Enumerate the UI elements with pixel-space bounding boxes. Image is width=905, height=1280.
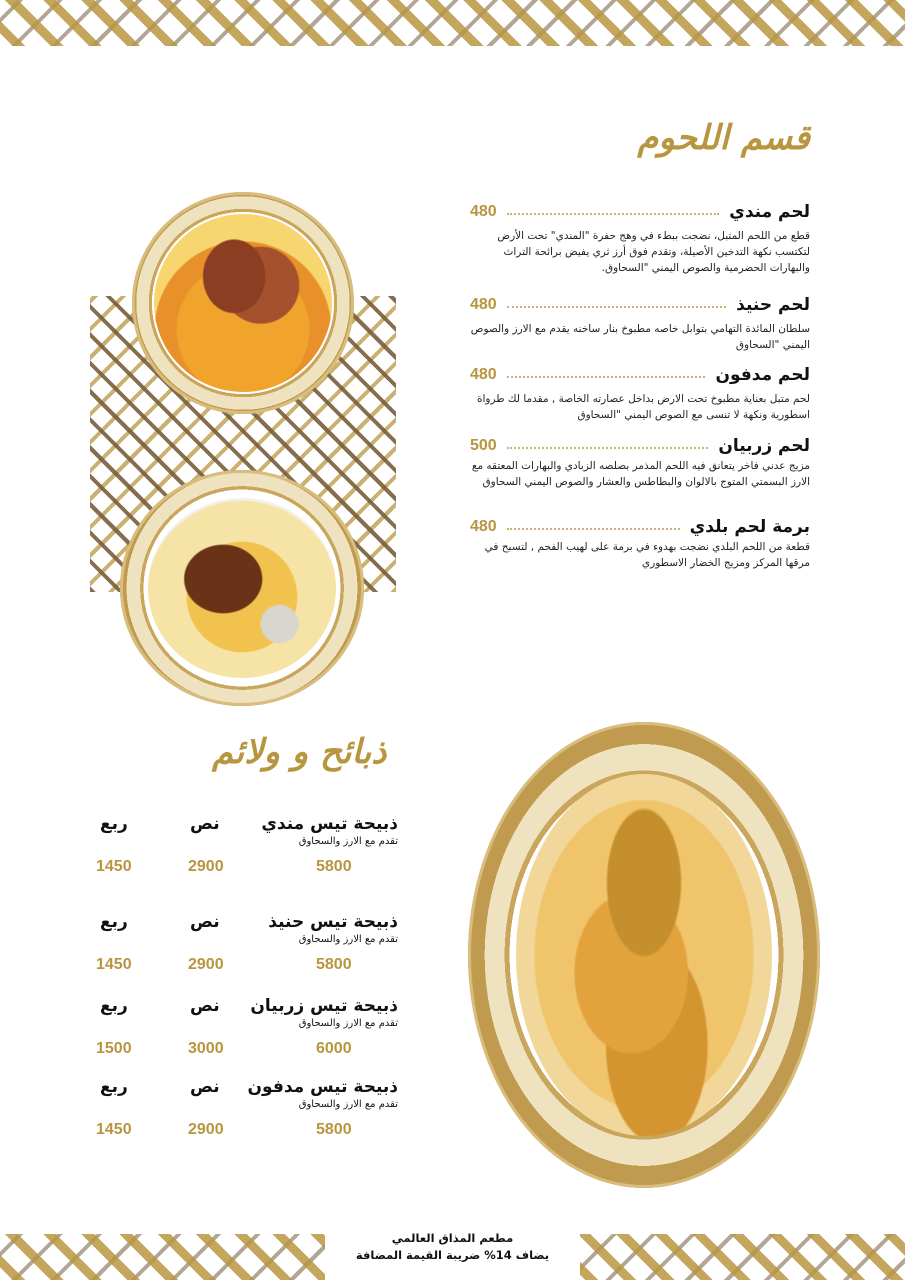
item-description: مزيج عدني فاخر يتعانق فيه اللحم المذمر بصلصه الزبادي والبهارات المعتقه مع الارز البسمتي المتوج بالالوان والبطاطس والعشار والصوص اليمني السحاوق	[471, 460, 810, 488]
quarter-column-label: ربع	[100, 814, 128, 834]
item-price: 480	[470, 203, 497, 220]
menu-item	[470, 365, 810, 423]
meat-section-title: قسم اللحوم	[637, 118, 810, 158]
item-price: 480	[470, 296, 497, 313]
item-price: 480	[470, 366, 497, 383]
haneeth-food	[148, 498, 336, 678]
quarter-column-label: ربع	[100, 996, 128, 1016]
tax-note: يضاف 14% ضريبة القيمة المضافة	[355, 1248, 550, 1262]
quarter-price: 1500	[96, 1040, 132, 1057]
dish-name: ذبيحة تيس مندي	[261, 814, 398, 834]
item-name: لحم زربيان	[718, 436, 810, 456]
half-column-label: نص	[190, 814, 220, 834]
half-price: 2900	[188, 858, 224, 875]
full-price: 5800	[316, 1121, 352, 1138]
feast-dish	[92, 996, 398, 1064]
half-column-label: نص	[190, 1077, 220, 1097]
mandi-food	[154, 214, 332, 392]
dish-subtitle: تقدم مع الارز والسحاوق	[298, 1018, 398, 1029]
feast-dish	[92, 814, 398, 882]
whole-goat-platter-image	[468, 722, 820, 1188]
price-leader	[507, 528, 680, 530]
menu-item	[470, 436, 810, 490]
quarter-price: 1450	[96, 858, 132, 875]
dish-name: ذبيحة تيس مدفون	[247, 1077, 398, 1097]
price-leader	[507, 306, 726, 308]
half-price: 2900	[188, 956, 224, 973]
haneeth-plate-image	[120, 470, 364, 706]
full-price: 5800	[316, 956, 352, 973]
item-price: 480	[470, 518, 497, 535]
feasts-section-title: ذبائح و ولائم	[212, 732, 387, 772]
goat-platter-food	[516, 774, 772, 1136]
dish-subtitle: تقدم مع الارز والسحاوق	[298, 1099, 398, 1110]
quarter-price: 1450	[96, 956, 132, 973]
price-leader	[507, 213, 720, 215]
top-pattern-border	[0, 0, 905, 46]
menu-item	[470, 517, 810, 571]
item-name: لحم مندي	[729, 202, 810, 222]
half-column-label: نص	[190, 912, 220, 932]
dish-subtitle: تقدم مع الارز والسحاوق	[298, 836, 398, 847]
dish-name: ذبيحة تيس زربيان	[250, 996, 398, 1016]
feast-dish	[92, 912, 398, 980]
dish-name: ذبيحة تيس حنيذ	[268, 912, 398, 932]
item-description: قطعة من اللحم البلدي نضجت بهدوء في برمة على لهيب الفحم , لتسبح في مرقها المركز ومزيج الخضار الاسطوري	[484, 541, 810, 569]
item-description: سلطان المائدة التهامي بتوابل خاصه مطبوخ بنار ساخنه يقدم مع الارز والصوص اليمني "السحاوق	[470, 323, 810, 351]
menu-item	[470, 295, 810, 353]
item-name: برمة لحم بلدي	[689, 517, 810, 537]
item-name: لحم مدفون	[715, 365, 810, 385]
feast-dish	[92, 1077, 398, 1145]
item-name: لحم حنيذ	[736, 295, 810, 315]
mandi-plate-image	[132, 192, 354, 414]
price-leader	[507, 447, 709, 449]
price-leader	[507, 376, 706, 378]
half-price: 3000	[188, 1040, 224, 1057]
quarter-price: 1450	[96, 1121, 132, 1138]
footer	[325, 1230, 580, 1264]
restaurant-name: مطعم المذاق العالمي	[391, 1231, 514, 1245]
item-price: 500	[470, 437, 497, 454]
full-price: 5800	[316, 858, 352, 875]
full-price: 6000	[316, 1040, 352, 1057]
half-price: 2900	[188, 1121, 224, 1138]
quarter-column-label: ربع	[100, 912, 128, 932]
half-column-label: نص	[190, 996, 220, 1016]
dish-subtitle: تقدم مع الارز والسحاوق	[298, 934, 398, 945]
menu-item	[470, 202, 810, 276]
item-description: قطع من اللحم المتبل، نضجت ببطء في وهج حفرة "المندي" تحت الأرض لتكتسب نكهة التدخين الأصيلة، وتقدم فوق أرز ثري يفيض برائحة التراث والبهارات الحضرمية والصوص اليمني "السحاوق.	[497, 230, 810, 274]
quarter-column-label: ربع	[100, 1077, 128, 1097]
item-description: لحم متبل بعناية مطبوخ تحت الارض بداخل عصارته الخاصة , مقدما لك طرواة اسطورية ونكهة لا تنسى مع الصوص اليمني "السحاوق	[476, 393, 810, 421]
